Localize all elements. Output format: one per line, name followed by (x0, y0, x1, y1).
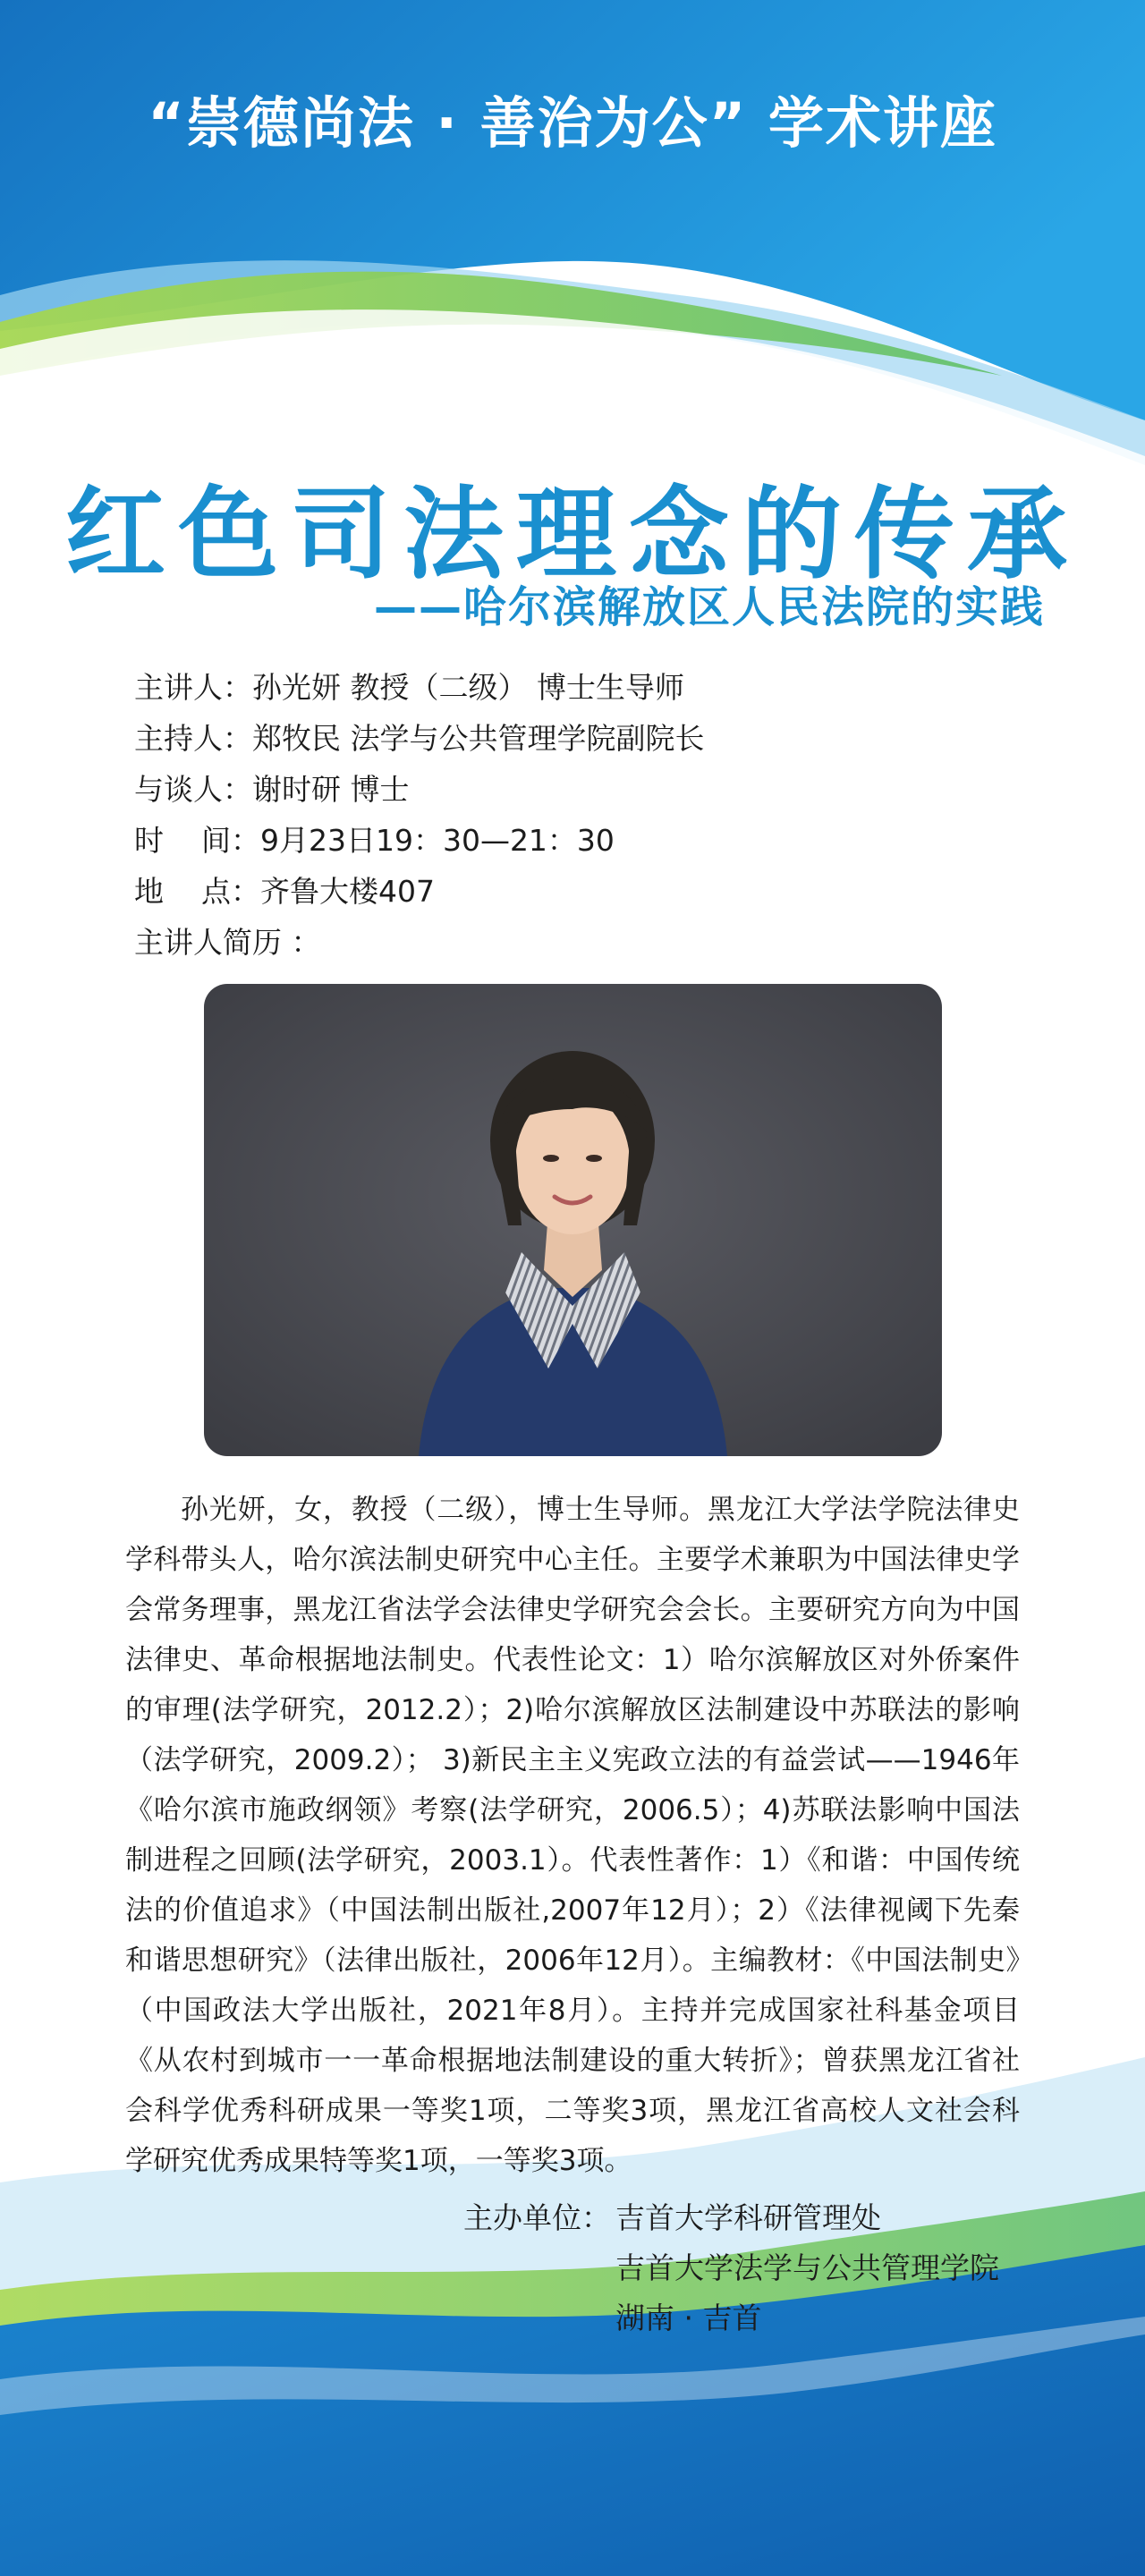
info-label: 与谈人： (134, 772, 252, 807)
info-row-host (134, 713, 1029, 764)
lecture-info (134, 662, 1029, 968)
organizer-list (615, 2193, 999, 2343)
lecture-subtitle: ——哈尔滨解放区人民法院的实践 (373, 582, 1045, 632)
info-label: 时 间： (134, 823, 260, 858)
info-row-discussant (134, 764, 1029, 815)
organizer-line: 吉首大学法学与公共管理学院 (615, 2250, 999, 2285)
info-value: 谢时研 博士 (252, 772, 410, 807)
info-value: 齐鲁大楼407 (259, 874, 435, 909)
lecture-title: 红色司法理念的传承 (65, 477, 1080, 593)
info-row-speaker (134, 662, 1029, 713)
info-row-resume-heading (134, 917, 1029, 968)
speaker-portrait-icon (204, 984, 942, 1456)
speaker-biography: 孙光妍，女，教授（二级），博士生导师。黑龙江大学法学院法律史学科带头人，哈尔滨法制史研究中心主任。主要学术兼职为中国法律史学会常务理事，黑龙江省法学会法律史学研究会会长。主要研究方向为中国法律史、革命根据地法制史。代表性论文：1）哈尔滨解放区对外侨案件的审理(法学研究，2012.2）；2)哈尔滨解放区法制建设中苏联法的影响（法学研究，2009.2）； 3)新民主主义宪政立法的有益尝试——1946年《哈尔滨市施政纲领》考察(法学研究，2006.5）；4)苏联法影响中国法制进程之回顾(法学研究，2003.1）。代表性著作：1）《和谐：中国传统法的价值追求》（中国法制出版社,2007年12月）；2）《法律视阈下先秦和谐思想研究》（法律出版社，2006年12月）。主编教材：《中国法制史》（中国政法大学出版社，2021年8月）。主持并完成国家社科基金项目《从农村到城市一一革命根据地法制建设的重大转折》；曾获黑龙江省社会科学优秀科研成果一等奖1项，二等奖3项，黑龙江省高校人文社会科学研究优秀成果特等奖1项，一等奖3项。 (125, 1494, 1020, 2177)
info-label: 地 点： (134, 874, 260, 909)
info-row-location (134, 866, 1029, 917)
organizer-line: 吉首大学科研管理处 (615, 2200, 881, 2235)
info-value: 郑牧民 法学与公共管理学院副院长 (252, 721, 705, 756)
organizer-label: 主办单位： (463, 2200, 611, 2235)
organizer-line: 湖南 · 吉首 (615, 2301, 762, 2335)
info-value: 9月23日19：30—21：30 (259, 823, 615, 858)
info-label: 主讲人： (134, 670, 252, 705)
info-value: 孙光妍 教授（二级） 博士生导师 (252, 670, 684, 705)
info-label: 主持人： (134, 721, 252, 756)
info-label: 主讲人简历 ： (134, 925, 321, 960)
info-row-time (134, 815, 1029, 866)
speaker-photo (204, 984, 942, 1456)
series-title: “崇德尚法 · 善治为公” 学术讲座 (148, 90, 997, 156)
